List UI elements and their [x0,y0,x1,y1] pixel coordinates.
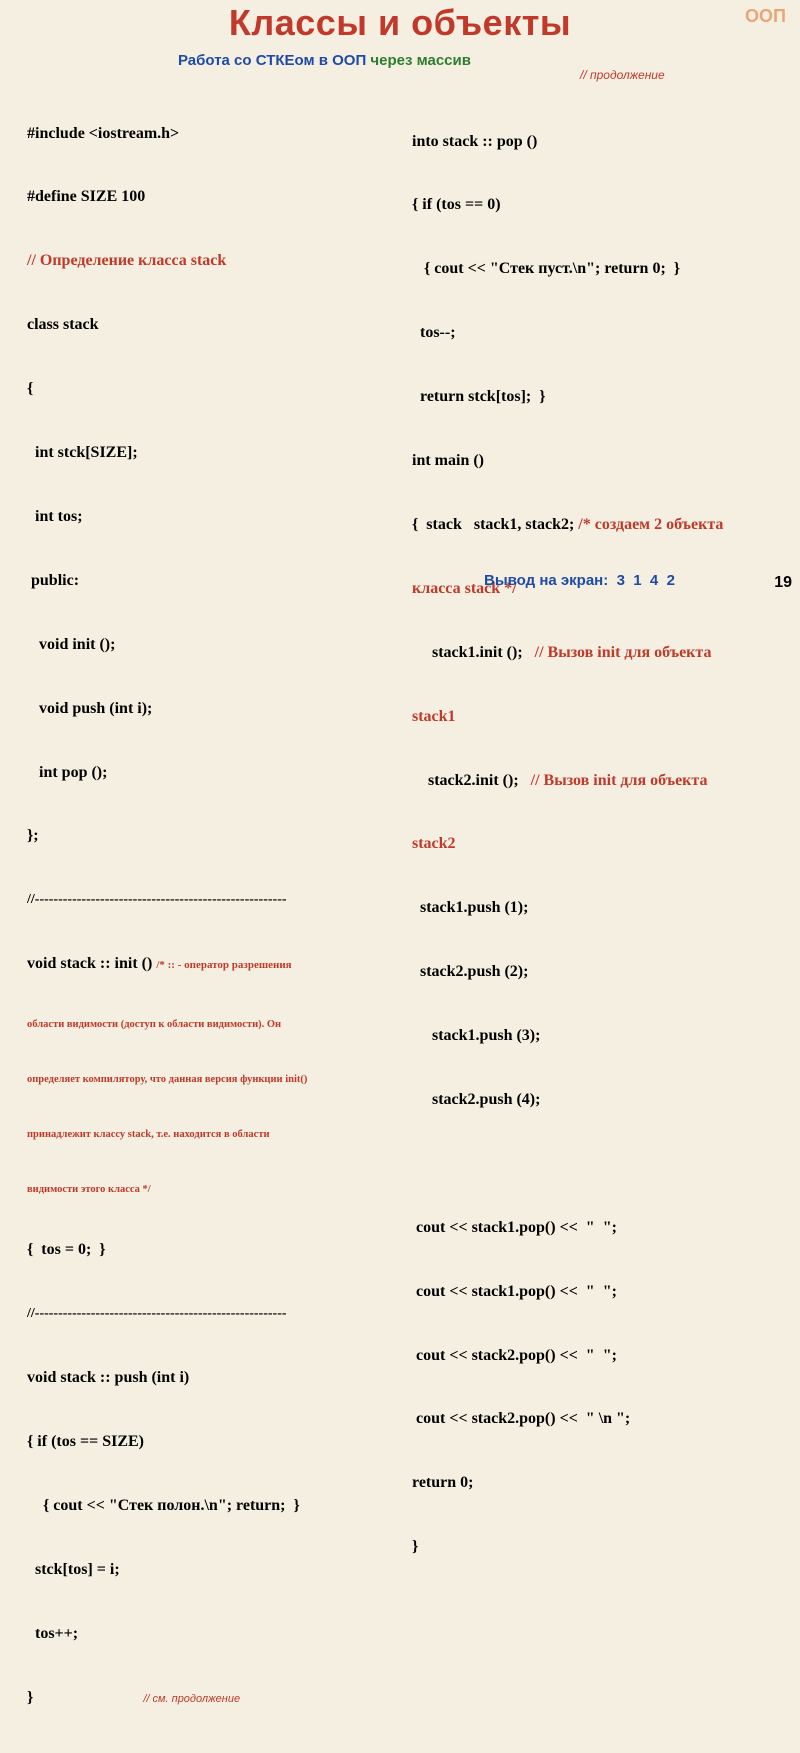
right-code-column [412,88,792,1600]
code-line: int main () [412,452,484,470]
code-line: into stack :: pop () [412,132,538,150]
code-comment: // Вызов init для объекта [534,643,712,661]
code-comment: области видимости (доступ к области видимости). Он [27,1019,282,1031]
code-comment: /* :: - оператор разрешения [156,959,292,972]
code-text: void stack :: init () [27,955,157,973]
code-line: stack1.push (3); [412,1027,541,1045]
code-line: tos--; [412,324,456,342]
section-tag: ООП [745,6,786,26]
page-number: 19 [774,574,792,591]
code-line [412,514,792,535]
code-line [27,1687,397,1710]
code-comment: // Определение класса stack [27,252,227,270]
code-comment: определяет компилятору, что данная версия функции init() [27,1074,308,1086]
code-comment: класса stack */ [412,579,517,597]
subtitle-part1: Работа со СТКЕом в ООП [178,52,367,69]
code-line: void push (int i); [27,699,153,717]
separator-line: //------------------------------------------------------ [27,892,287,908]
code-line [412,1153,792,1174]
code-line: tos++; [27,1624,79,1642]
code-line [27,953,397,976]
code-line: { [27,380,34,398]
code-line: void stack :: push (int i) [27,1369,190,1387]
code-line: public: [27,571,80,589]
code-line: stack1.push (1); [412,899,529,917]
code-line: stack2.push (2); [412,963,529,981]
code-line: cout << stack1.pop() << " "; [412,1218,617,1236]
code-line: { cout << "Стек полон.\n"; return; } [27,1497,300,1514]
code-text: stack2.init (); [412,771,531,789]
code-line: cout << stack2.pop() << " "; [412,1346,617,1364]
code-line: { if (tos == SIZE) [27,1433,144,1451]
code-comment: stack2 [412,835,456,853]
slide-title: Классы и объекты [228,2,572,43]
code-line: void init (); [27,635,116,653]
code-line: #define SIZE 100 [27,188,146,206]
code-line: stck[tos] = i; [27,1560,120,1578]
code-line: class stack [27,316,99,334]
code-line: int stck[SIZE]; [27,444,138,462]
code-line: { tos = 0; } [27,1241,106,1259]
code-comment: видимости этого класса */ [27,1184,151,1196]
continuation-note-top: // продолжение [580,68,665,82]
code-line: { cout << "Стек пуст.\n"; return 0; } [412,260,681,278]
code-comment: принадлежит классу stack, т.е. находится в области [27,1129,270,1141]
code-line: stack2.push (4); [412,1090,541,1108]
code-line: #include <iostream.h> [27,124,180,142]
code-comment: // Вызов init для объекта [530,771,708,789]
code-comment: /* создаем 2 объекта [578,515,724,533]
separator-line: //------------------------------------------------------ [27,1306,287,1322]
code-line: return 0; [412,1474,474,1492]
code-line: return stck[tos]; } [412,388,546,406]
code-line: cout << stack2.pop() << " \n "; [412,1410,631,1428]
continuation-note-bottom: // см. продолжение [143,1692,241,1705]
code-line: int pop (); [27,763,108,781]
code-text: { stack stack1, stack2; [412,515,579,533]
code-text: } [27,1688,34,1706]
code-line: } [412,1538,419,1556]
subtitle-part2: через массив [370,52,471,69]
left-code-column [27,80,397,1753]
code-line [412,770,792,791]
code-line [412,642,792,663]
code-line: int tos; [27,507,83,525]
code-line: { if (tos == 0) [412,196,501,214]
program-output: Вывод на экран: 3 1 4 2 [484,572,675,589]
slide-subtitle [178,52,471,69]
code-text: stack1.init (); [412,643,535,661]
code-comment: stack1 [412,707,456,725]
code-line: }; [27,827,39,845]
code-line: cout << stack1.pop() << " "; [412,1282,617,1300]
